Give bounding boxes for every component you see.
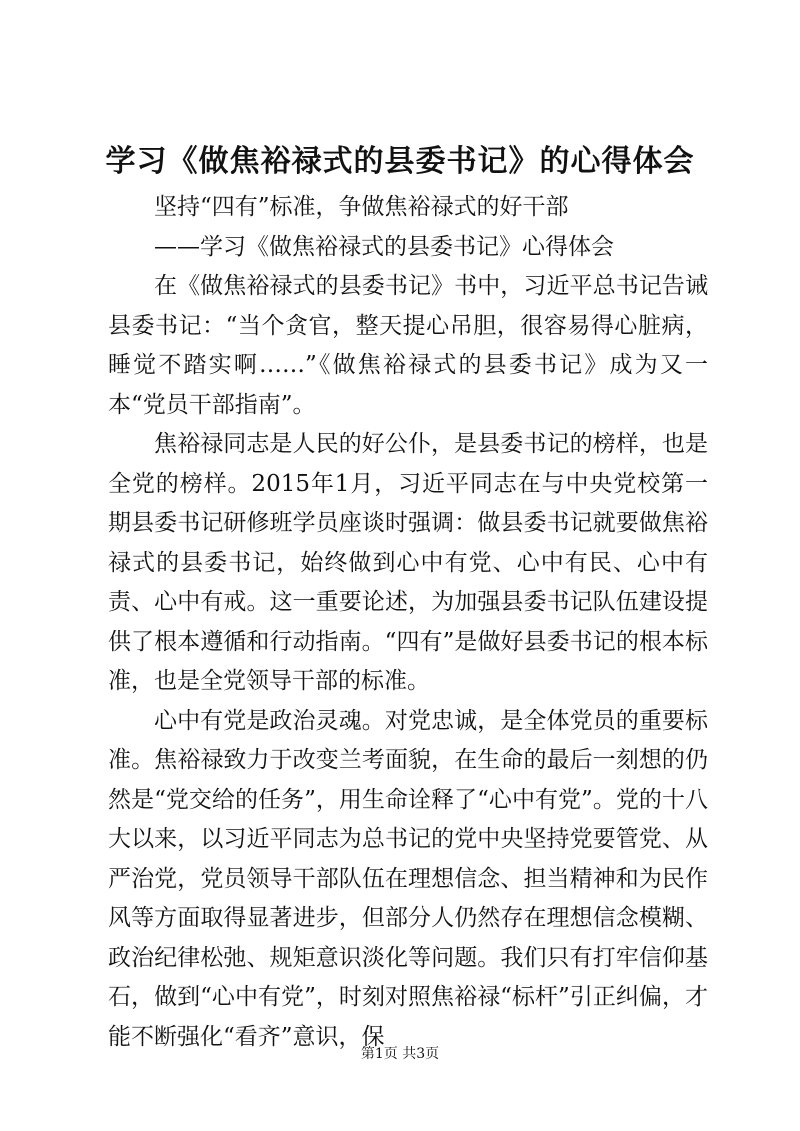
paragraph-3: 心中有党是政治灵魂。对党忠诚，是全体党员的重要标准。焦裕禄致力于改变兰考面貌，在生命的最后一刻想的仍然是“党交给的任务”，用生命诠释了“心中有党”。党的十八大以来，以习近平同志为总书记的党中央坚持党要管党、从严治党，党员领导干部队伍在理想信念、担当精神和为民作风等方面取得显著进步，但部分人仍然存在理想信念模糊、政治纪律松弛、规矩意识淡化等问题。我们只有打牢信仰基石，做到“心中有党”，时刻对照焦裕禄“标杆”引正纠偏，才能不断强化“看齐”意识，保	[108, 707, 708, 1050]
byline: ——学习《做焦裕禄式的县委书记》心得体会	[154, 233, 614, 260]
paragraph-1: 在《做焦裕禄式的县委书记》书中，习近平总书记告诫县委书记：“当个贪官，整天提心吊胆，很容易得心脏病，睡觉不踏实啊……”《做焦裕禄式的县委书记》成为又一本“党员干部指南”。	[108, 273, 708, 418]
document-body	[108, 188, 708, 1057]
paragraph-2: 焦裕禄同志是人民的好公仆，是县委书记的榜样，也是全党的榜样。2015年1月，习近平同志在与中央党校第一期县委书记研修班学员座谈时强调：做县委书记就要做焦裕禄式的县委书记，始终做到心中有党、心中有民、心中有责、心中有戒。这一重要论述，为加强县委书记队伍建设提供了根本遵循和行动指南。“四有”是做好县委书记的根本标准，也是全党领导干部的标准。	[108, 431, 708, 694]
subtitle: 坚持“四有”标准，争做焦裕禄式的好干部	[154, 194, 569, 220]
page-number-footer: 第1页 共3页	[360, 1046, 440, 1062]
document-title: 学习《做焦裕禄式的县委书记》的心得体会	[105, 144, 695, 179]
